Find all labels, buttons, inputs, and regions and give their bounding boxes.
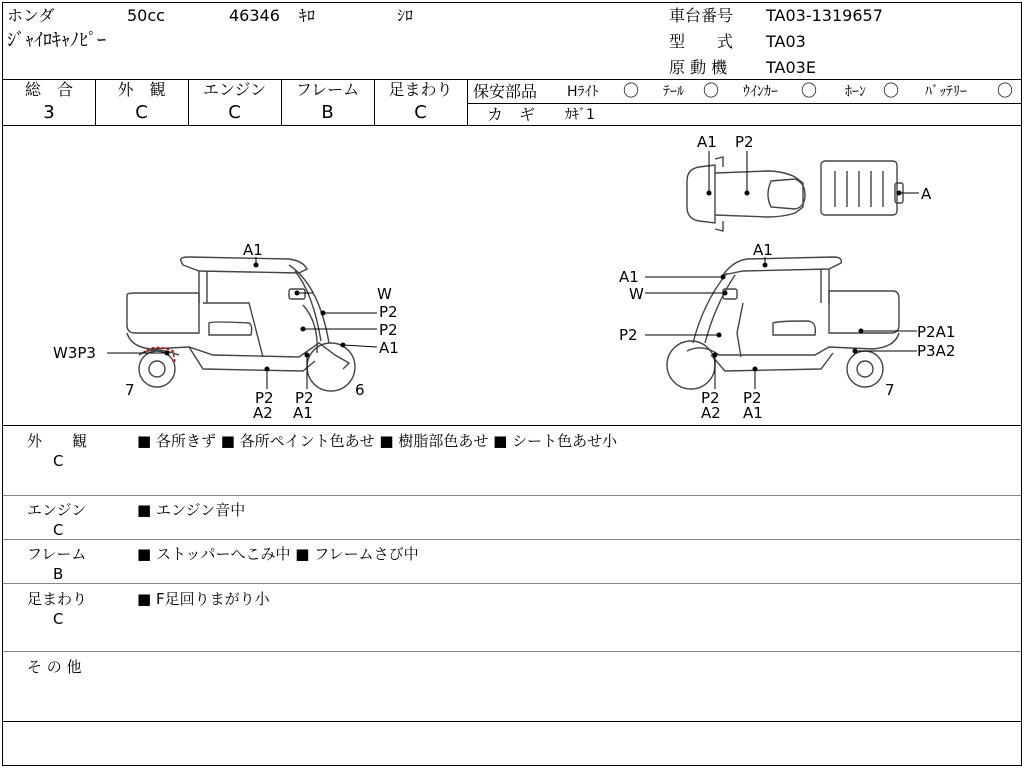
engine-value: C bbox=[228, 102, 241, 123]
diagram-bottom-line bbox=[3, 425, 1021, 426]
chassis-label: 車台番号 bbox=[669, 6, 734, 25]
chassis-value: TA03-1319657 bbox=[766, 6, 883, 25]
comment-suspension-text: ■ F足回りまがり小 bbox=[137, 590, 270, 608]
safety-status-headlight: 〇 bbox=[623, 81, 640, 100]
safety-status-winker: 〇 bbox=[801, 81, 818, 100]
label-left-a1-roof: A1 bbox=[243, 241, 263, 259]
frame-value: B bbox=[321, 102, 334, 123]
comment-suspension-grade: C bbox=[53, 610, 64, 628]
label-right-a1-frame: A1 bbox=[619, 268, 639, 286]
label-left-a1-front: A1 bbox=[379, 339, 399, 357]
label-right-rear-wheel: 7 bbox=[885, 381, 895, 399]
label-right-p2: P2 bbox=[619, 326, 638, 344]
key-label: カ ギ bbox=[487, 105, 536, 124]
label-right-p2a1: P2A1 bbox=[917, 323, 956, 341]
safety-status-tail: 〇 bbox=[703, 81, 720, 100]
label-right-p3a2: P3A2 bbox=[917, 342, 956, 360]
engine-model-value: TA03E bbox=[766, 58, 816, 77]
comment-other-label: そ の 他 bbox=[27, 658, 82, 676]
engine-model-label: 原 動 機 bbox=[669, 58, 728, 77]
mileage: 46346 bbox=[229, 6, 280, 25]
comment-frame-label: フレーム bbox=[27, 545, 87, 563]
safety-item-winker: ｳｲﾝｶｰ bbox=[743, 84, 778, 100]
label-left-p2-lower: P2 bbox=[379, 321, 398, 339]
comment-exterior-text: ■ 各所きず ■ 各所ペイント色あせ ■ 樹脂部色あせ ■ シート色あせ小 bbox=[137, 432, 618, 450]
label-right-p2-step: P2 bbox=[701, 389, 720, 407]
label-left-w: W bbox=[377, 285, 392, 303]
comment-engine-text: ■ エンジン音中 bbox=[137, 501, 246, 519]
label-right-w: W bbox=[629, 285, 644, 303]
label-left-front-wheel: 6 bbox=[355, 381, 365, 399]
left-side-view bbox=[127, 257, 355, 391]
safety-status-horn: 〇 bbox=[883, 81, 900, 100]
inspection-sheet bbox=[2, 2, 1022, 766]
color: ｼﾛ bbox=[397, 6, 414, 25]
label-right-a1-roof: A1 bbox=[753, 241, 773, 259]
label-right-p2-floor: P2 bbox=[743, 389, 762, 407]
type-label: 型 式 bbox=[669, 32, 734, 51]
comment-frame-grade: B bbox=[53, 565, 64, 583]
mileage-unit: ｷﾛ bbox=[299, 6, 316, 25]
overall-label: 総 合 bbox=[24, 80, 73, 99]
label-left-rear-wheel: 7 bbox=[125, 381, 135, 399]
model-name: ｼﾞｬｲﾛｷｬﾉﾋﾟｰ bbox=[7, 30, 106, 51]
comment-exterior-grade: C bbox=[53, 452, 64, 470]
label-right-a2-step: A2 bbox=[701, 404, 721, 422]
exterior-label: 外 観 bbox=[117, 80, 166, 99]
suspension-value: C bbox=[414, 102, 427, 123]
label-left-p2-upper: P2 bbox=[379, 303, 398, 321]
comment-engine-label: エンジン bbox=[27, 501, 87, 519]
label-left-w3p3: W3P3 bbox=[53, 344, 96, 362]
safety-item-horn: ﾎｰﾝ bbox=[845, 84, 866, 100]
safety-label: 保安部品 bbox=[473, 82, 538, 101]
suspension-label: 足まわり bbox=[388, 80, 453, 99]
displacement: 50cc bbox=[127, 6, 165, 25]
overall-value: 3 bbox=[43, 102, 55, 123]
label-top-a1: A1 bbox=[697, 133, 717, 151]
label-left-a2-step: A2 bbox=[253, 404, 273, 422]
maker: ホンダ bbox=[7, 6, 55, 25]
safety-item-tail: ﾃｰﾙ bbox=[663, 84, 684, 100]
diagram-labels bbox=[53, 133, 955, 422]
safety-item-battery: ﾊﾞｯﾃﾘｰ bbox=[925, 84, 967, 100]
label-left-a1-floor: A1 bbox=[293, 404, 313, 422]
label-right-a1-floor: A1 bbox=[743, 404, 763, 422]
exterior-value: C bbox=[135, 102, 148, 123]
label-top-a: A bbox=[921, 185, 932, 203]
comment-exterior-label: 外 観 bbox=[27, 432, 88, 450]
engine-label: エンジン bbox=[202, 80, 267, 99]
label-top-p2: P2 bbox=[735, 133, 754, 151]
scooter-damage-diagram bbox=[3, 3, 1021, 423]
comment-frame-text: ■ ストッパーへこみ中 ■ フレームさび中 bbox=[137, 545, 419, 563]
comment-suspension-label: 足まわり bbox=[27, 590, 88, 608]
type-value: TA03 bbox=[766, 32, 806, 51]
comment-engine-grade: C bbox=[53, 521, 64, 539]
key-value: ｶｷﾞ1 bbox=[565, 107, 595, 123]
label-left-p2-step: P2 bbox=[255, 389, 274, 407]
safety-status-battery: 〇 bbox=[997, 81, 1014, 100]
safety-item-headlight: Hﾗｲﾄ bbox=[567, 84, 599, 100]
label-left-p2-floor: P2 bbox=[295, 389, 314, 407]
top-view bbox=[687, 157, 903, 231]
frame-label: フレーム bbox=[295, 80, 360, 99]
